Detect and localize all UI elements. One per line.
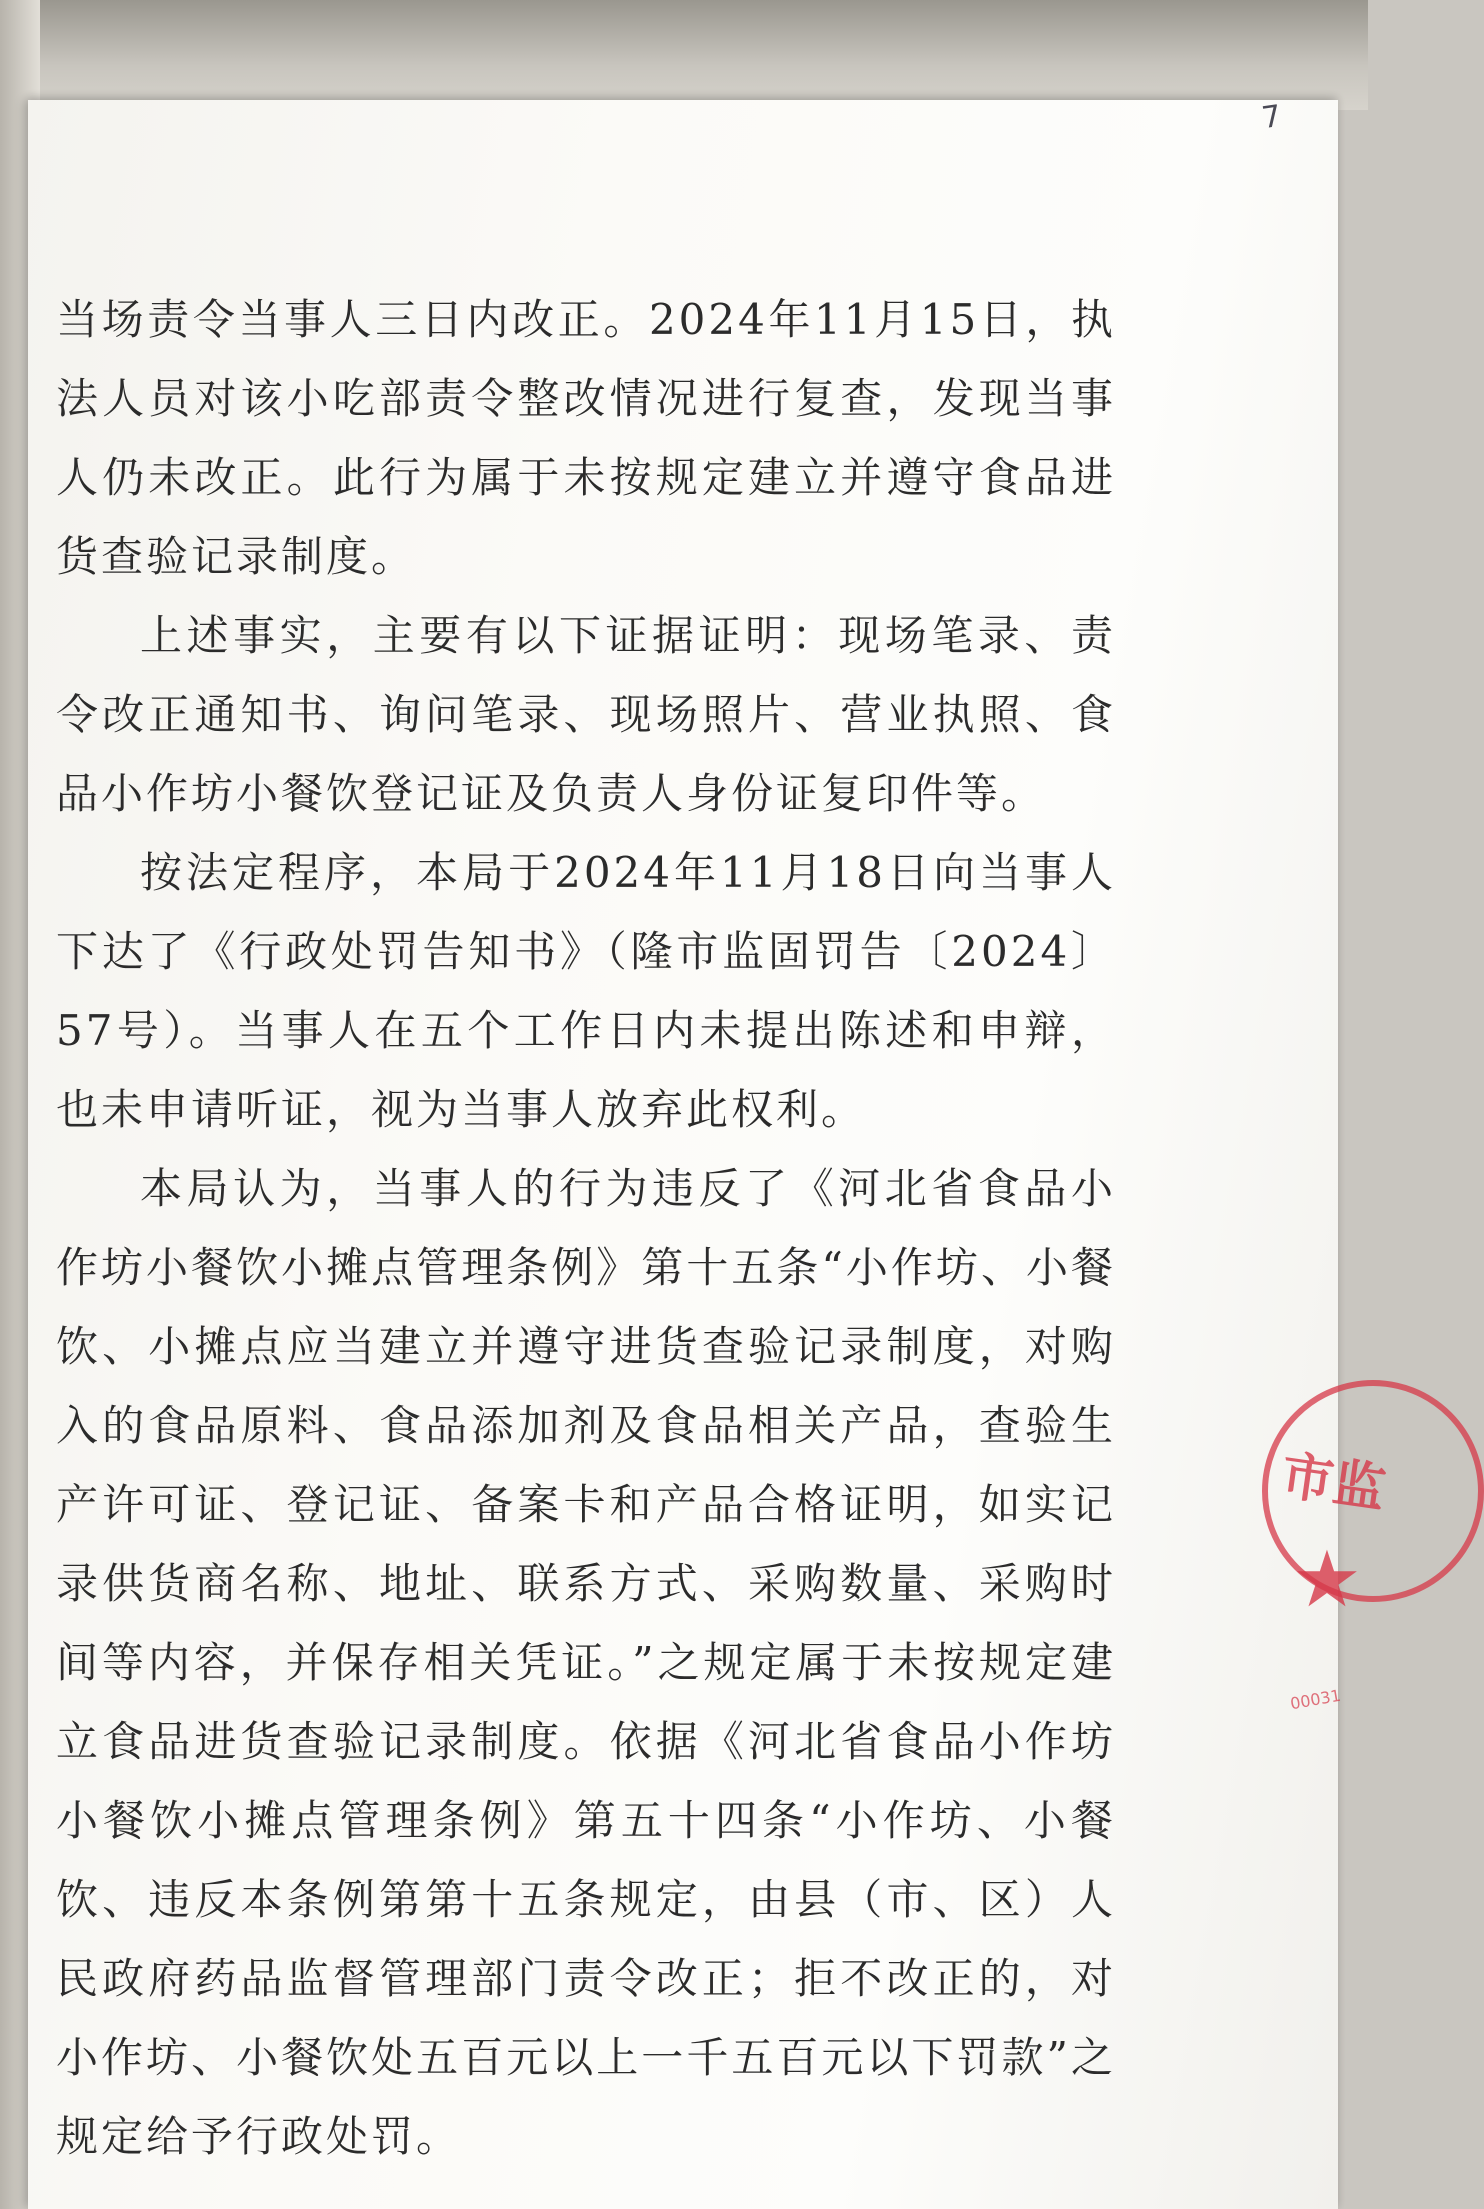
document-body (56, 280, 1116, 2176)
seal-star-icon: ★ (1292, 1535, 1362, 1625)
seal-text: 市监 (1277, 1445, 1390, 1520)
background-surface-top (0, 0, 1368, 110)
paragraph-facts: 当场责令当事人三日内改正。2024年11月15日，执法人员对该小吃部责令整改情况进行复查，发现当事人仍未改正。此行为属于未按规定建立并遵守食品进货查验记录制度。 (56, 295, 1116, 581)
paragraph-evidence: 上述事实，主要有以下证据证明：现场笔录、责令改正通知书、询问笔录、现场照片、营业执照、食品小作坊小餐饮登记证及负责人身份证复印件等。 (56, 611, 1116, 818)
paragraph-legal-basis: 本局认为，当事人的行为违反了《河北省食品小作坊小餐饮小摊点管理条例》第十五条“小作坊、小餐饮、小摊点应当建立并遵守进货查验记录制度，对购入的食品原料、食品添加剂及食品相关产品，查验生产许可证、登记证、备案卡和产品合格证明，如实记录供货商名称、地址、联系方式、采购数量、采购时间等内容，并保存相关凭证。”之规定属于未按规定建立食品进货查验记录制度。依据《河北省食品小作坊小餐饮小摊点管理条例》第五十四条“小作坊、小餐饮、违反本条例第第十五条规定，由县（市、区）人民政府药品监督管理部门责令改正；拒不改正的，对小作坊、小餐饮处五百元以上一千五百元以下罚款”之规定给予行政处罚。 (56, 1164, 1116, 2161)
seal-code: 00031 (1288, 1685, 1343, 1714)
paragraph-procedure: 按法定程序，本局于2024年11月18日向当事人下达了《行政处罚告知书》（隆市监固罚告〔2024〕57号）。当事人在五个工作日内未提出陈述和申辩，也未申请听证，视为当事人放弃此权利。 (56, 848, 1116, 1134)
page-number: 7 (1259, 98, 1284, 137)
